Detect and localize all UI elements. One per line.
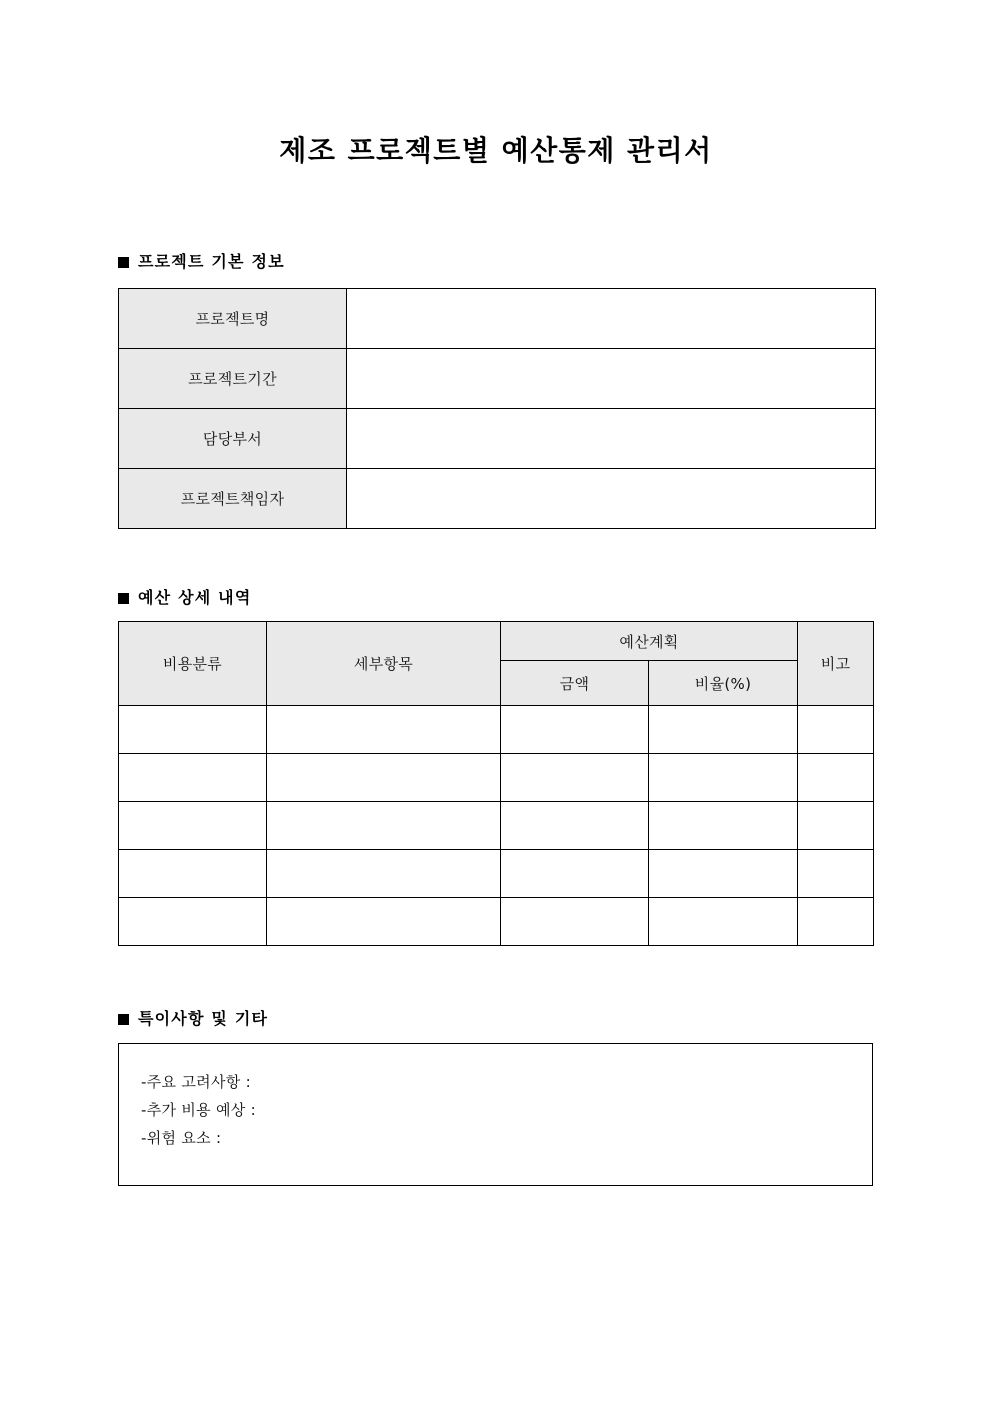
section-heading-notes-label: 특이사항 및 기타 xyxy=(138,1009,269,1028)
cell-amount[interactable] xyxy=(501,898,649,946)
cell-amount[interactable] xyxy=(501,850,649,898)
section-heading-basic-info-label: 프로젝트 기본 정보 xyxy=(138,252,285,271)
page-title: 제조 프로젝트별 예산통제 관리서 xyxy=(279,134,713,167)
column-header-amount: 금액 xyxy=(501,661,649,706)
section-heading-budget-detail-label: 예산 상세 내역 xyxy=(138,588,252,607)
cell-amount[interactable] xyxy=(501,754,649,802)
cell-detail-item[interactable] xyxy=(267,754,501,802)
field-value-project-manager[interactable] xyxy=(347,469,876,529)
cell-amount[interactable] xyxy=(501,706,649,754)
field-label-project-manager: 프로젝트책임자 xyxy=(119,469,347,529)
field-value-project-name[interactable] xyxy=(347,289,876,349)
field-label-project-name: 프로젝트명 xyxy=(119,289,347,349)
field-label-department: 담당부서 xyxy=(119,409,347,469)
table-row xyxy=(119,409,876,469)
column-header-budget-plan-group: 예산계획 xyxy=(501,622,798,661)
cell-ratio[interactable] xyxy=(649,850,798,898)
cell-detail-item[interactable] xyxy=(267,898,501,946)
budget-detail-table xyxy=(118,621,874,946)
table-row xyxy=(119,898,874,946)
cell-note[interactable] xyxy=(798,850,874,898)
cell-ratio[interactable] xyxy=(649,754,798,802)
project-basic-info-table xyxy=(118,288,876,529)
cell-amount[interactable] xyxy=(501,802,649,850)
table-row xyxy=(119,754,874,802)
cell-detail-item[interactable] xyxy=(267,706,501,754)
cell-note[interactable] xyxy=(798,754,874,802)
cell-ratio[interactable] xyxy=(649,802,798,850)
cell-detail-item[interactable] xyxy=(267,802,501,850)
cell-ratio[interactable] xyxy=(649,706,798,754)
note-line-additional-cost-estimate: -추가 비용 예상 : xyxy=(141,1101,257,1119)
square-bullet-icon xyxy=(118,593,129,604)
section-heading-budget-detail xyxy=(118,587,251,609)
table-row xyxy=(119,349,876,409)
note-line-risk-factors: -위험 요소 : xyxy=(141,1129,222,1147)
table-row xyxy=(119,469,876,529)
column-header-detail-item: 세부항목 xyxy=(267,622,501,706)
notes-textarea-box[interactable] xyxy=(118,1043,873,1186)
column-header-note: 비고 xyxy=(798,622,874,706)
cell-note[interactable] xyxy=(798,706,874,754)
square-bullet-icon xyxy=(118,1014,129,1025)
cell-ratio[interactable] xyxy=(649,898,798,946)
column-header-cost-category: 비용분류 xyxy=(119,622,267,706)
table-row xyxy=(119,289,876,349)
table-row xyxy=(119,850,874,898)
cell-cost-category[interactable] xyxy=(119,850,267,898)
cell-note[interactable] xyxy=(798,802,874,850)
cell-cost-category[interactable] xyxy=(119,706,267,754)
section-heading-notes xyxy=(118,1008,268,1030)
table-header-row-top xyxy=(119,622,874,661)
field-label-project-period: 프로젝트기간 xyxy=(119,349,347,409)
column-header-ratio-percent: 비율(%) xyxy=(649,661,798,706)
field-value-project-period[interactable] xyxy=(347,349,876,409)
note-line-main-considerations: -주요 고려사항 : xyxy=(141,1073,251,1091)
notes-line-list xyxy=(141,1068,862,1152)
cell-cost-category[interactable] xyxy=(119,754,267,802)
cell-cost-category[interactable] xyxy=(119,802,267,850)
table-row xyxy=(119,706,874,754)
cell-detail-item[interactable] xyxy=(267,850,501,898)
cell-cost-category[interactable] xyxy=(119,898,267,946)
section-heading-basic-info xyxy=(118,251,285,273)
table-row xyxy=(119,802,874,850)
square-bullet-icon xyxy=(118,257,129,268)
cell-note[interactable] xyxy=(798,898,874,946)
field-value-department[interactable] xyxy=(347,409,876,469)
